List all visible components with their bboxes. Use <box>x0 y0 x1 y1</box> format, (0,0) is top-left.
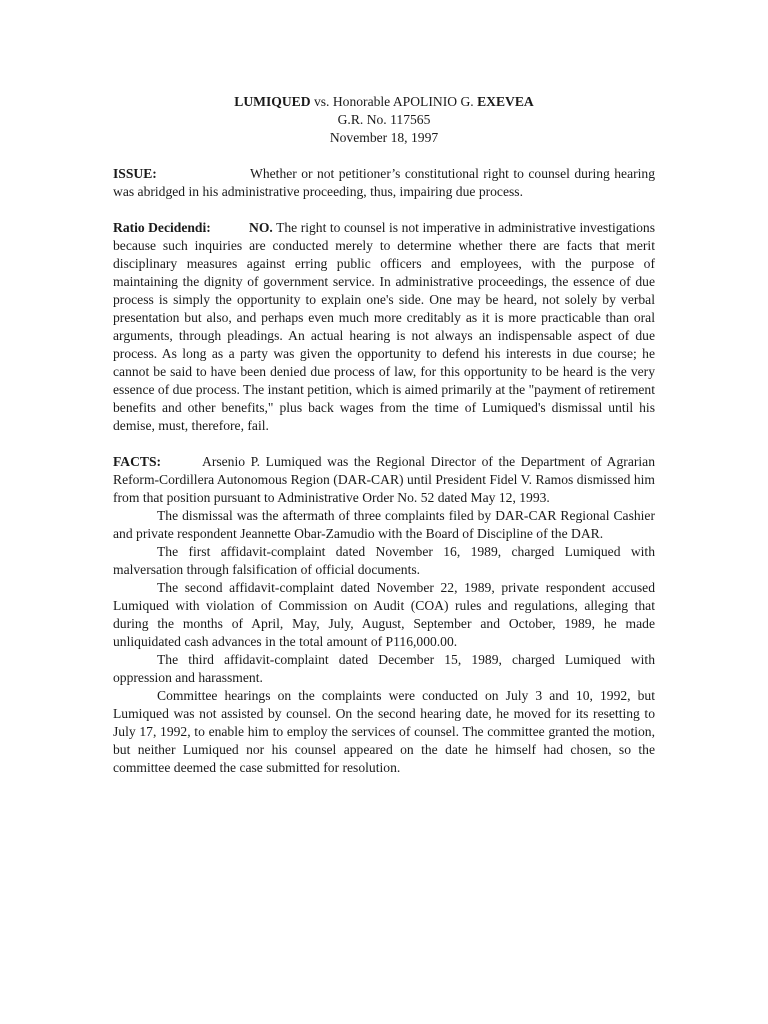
issue-paragraph <box>113 165 655 201</box>
facts-intro-paragraph <box>113 453 655 507</box>
versus: vs. <box>313 94 330 109</box>
ratio-paragraph <box>113 219 655 435</box>
party-two: EXEVEA <box>477 94 534 109</box>
ratio-answer: NO. <box>249 220 273 235</box>
ratio-label: Ratio Decidendi: <box>113 220 211 235</box>
facts-paragraph: Committee hearings on the complaints were conducted on July 3 and 10, 1992, but Lumiqued was not assisted by counsel. On the second hearing date, he moved for its resetting to July 17, 1992, to enable him to employ the services of counsel. The committee granted the motion, but neither Lumiqued nor his counsel appeared on the date he himself had chosen, so the committee deemed the case submitted for resolution. <box>113 688 655 775</box>
issue-label: ISSUE: <box>113 166 157 181</box>
facts-paragraph: The second affidavit-complaint dated November 22, 1989, private respondent accused Lumiqued with violation of Commission on Audit (COA) rules and regulations, alleging that during the months of April, May, July, August, September and October, 1989, he made unliquidated cash advances in the total amount of P116,000.00. <box>113 580 655 649</box>
decision-date: November 18, 1997 <box>329 130 439 145</box>
ratio-text: The right to counsel is not imperative in administrative investigations because such inquiries are conducted merely to determine whether there are facts that merit disciplinary measures against erring public officers and employees, with the purpose of maintaining the dignity of government service. In administrative proceedings, the essence of due process is simply the opportunity to explain one's side. One may be heard, not solely by verbal presentation but also, and perhaps even much more creditably as it is more practicable than oral arguments, through pleadings. An actual hearing is not always an indispensable aspect of due process. As long as a party was given the opportunity to defend his interests in due course; he cannot be said to have been denied due process of law, for this opportunity to be heard is the very essence of due process. The instant petition, which is aimed primarily at the "payment of retirement benefits and other benefits," plus back wages from the time of Lumiqued's dismissal until his demise, must, therefore, fail. <box>113 220 655 433</box>
facts-paragraph: The dismissal was the aftermath of three complaints filed by DAR-CAR Regional Cashier and private respondent Jeannette Obar-Zamudio with the Board of Discipline of the DAR. <box>113 508 655 541</box>
party-one: LUMIQUED <box>234 94 311 109</box>
facts-section <box>113 453 655 777</box>
facts-paragraph: The third affidavit-complaint dated December 15, 1989, charged Lumiqued with oppression and harassment. <box>113 652 655 685</box>
issue-section <box>113 165 655 201</box>
issue-text: Whether or not petitioner’s constitutional right to counsel during hearing was abridged in his administrative proceeding, thus, impairing due process. <box>113 166 655 199</box>
document-page <box>113 93 655 777</box>
case-header <box>113 93 655 147</box>
case-title <box>113 93 655 111</box>
gr-number: G.R. No. 117565 <box>337 112 431 127</box>
facts-paragraph: The first affidavit-complaint dated November 16, 1989, charged Lumiqued with malversation through falsification of official documents. <box>113 544 655 577</box>
party-two-prefix: Honorable APOLINIO G. <box>332 94 474 109</box>
ratio-section <box>113 219 655 435</box>
facts-label: FACTS: <box>113 454 162 469</box>
facts-intro: Arsenio P. Lumiqued was the Regional Director of the Department of Agrarian Reform-Cordillera Autonomous Region (DAR-CAR) until President Fidel V. Ramos dismissed him from that position pursuant to Administrative Order No. 52 dated May 12, 1993. <box>113 454 655 505</box>
